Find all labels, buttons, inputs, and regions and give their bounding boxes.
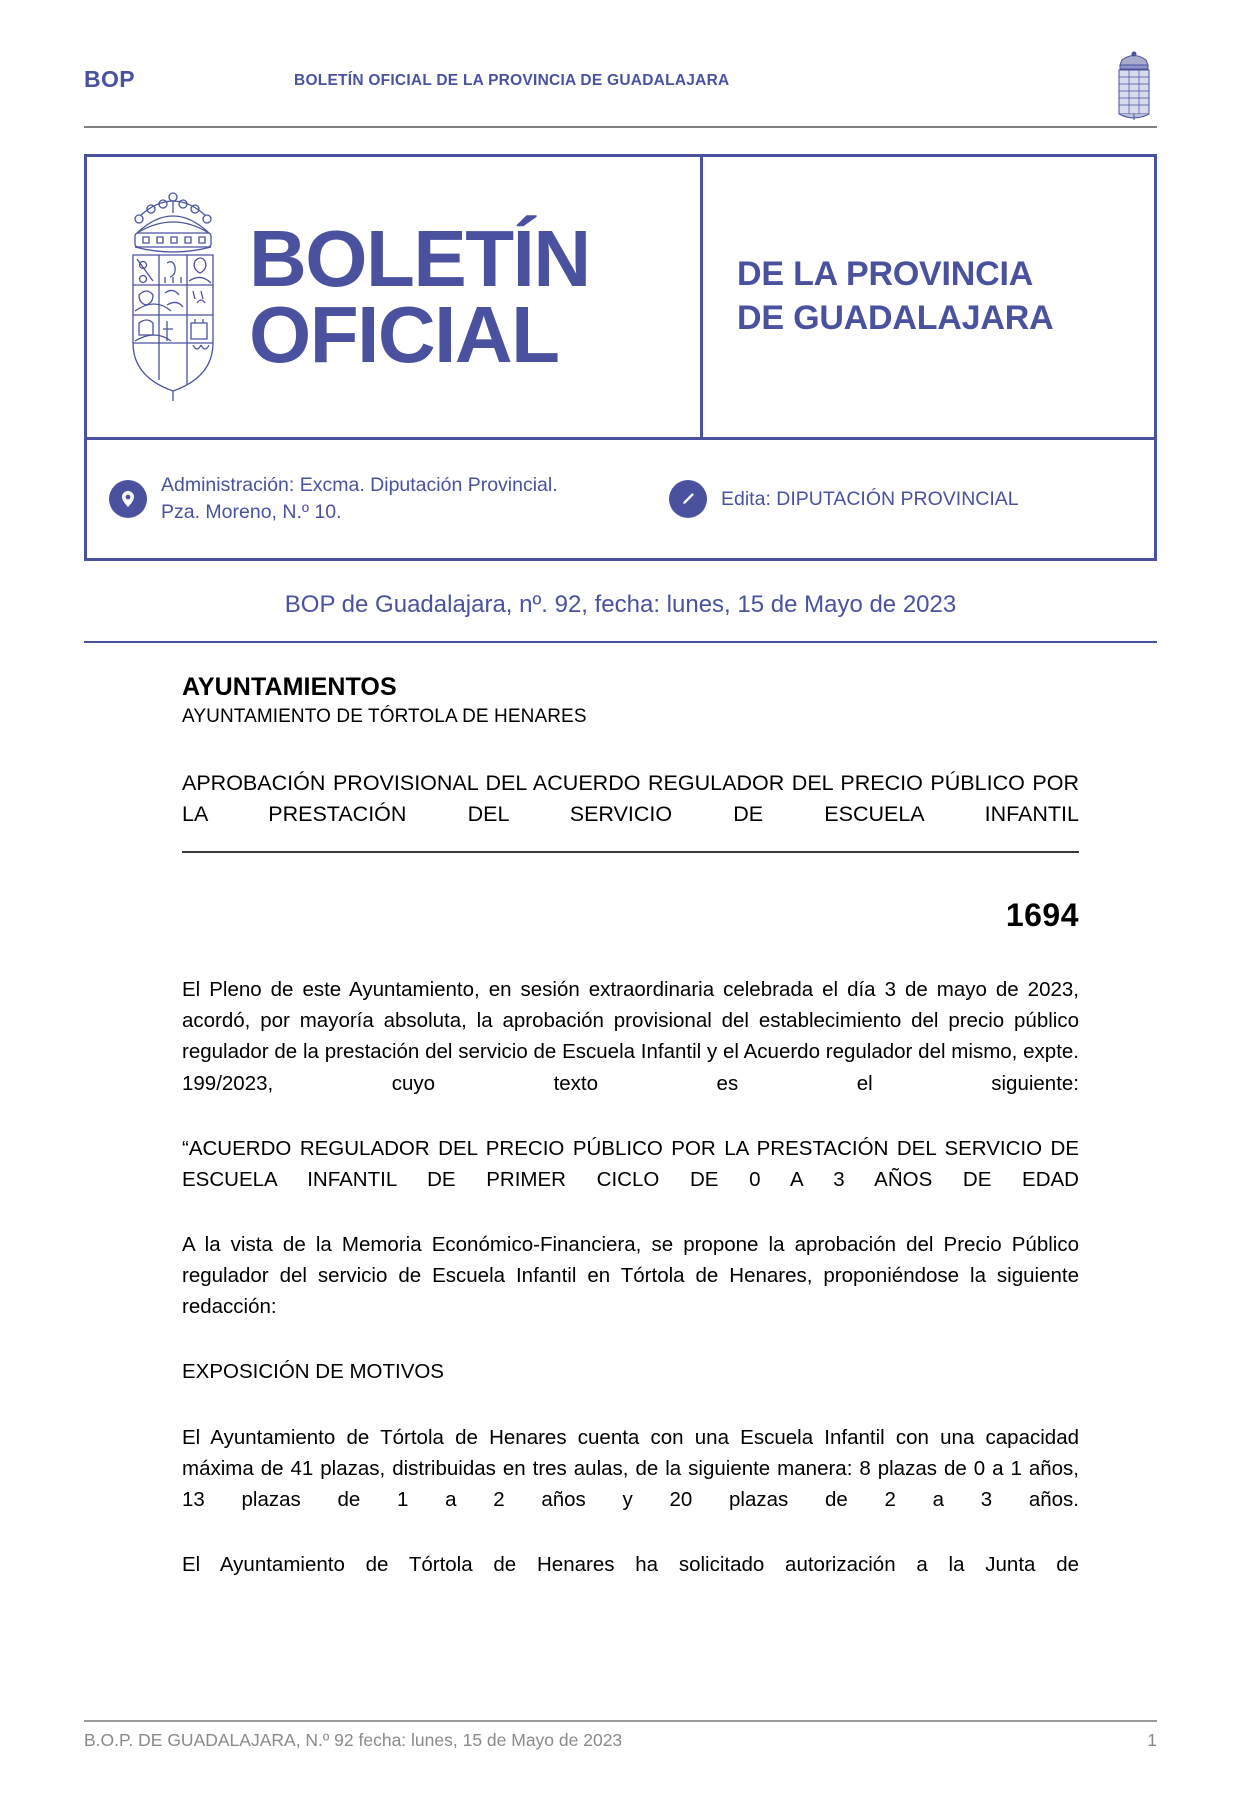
wordmark-line-2: OFICIAL (249, 290, 559, 379)
masthead-top (87, 157, 1154, 437)
document-title-divider (182, 851, 1079, 853)
bop-dateline: BOP de Guadalajara, nº. 92, fecha: lunes, 15 de Mayo de 2023 (284, 591, 957, 618)
runhead-title: BOLETÍN OFICIAL DE LA PROVINCIA DE GUADALAJARA (294, 72, 730, 89)
runhead-divider (84, 126, 1157, 128)
running-head (84, 48, 1157, 126)
body-paragraph: El Ayuntamiento de Tórtola de Henares ha solicitado autorización a la Junta de (182, 1553, 1079, 1577)
runhead-bop-label: BOP (84, 66, 136, 92)
masthead-right (703, 157, 1154, 437)
page-footer (84, 1730, 1157, 1751)
edita-text: Edita: DIPUTACIÓN PROVINCIAL (721, 487, 1019, 510)
body-paragraph: “ACUERDO REGULADOR DEL PRECIO PÚBLICO POR LA PRESTACIÓN DEL SERVICIO DE ESCUELA INFANTIL DE PRIMER CICLO DE 0 A 3 AÑOS DE EDAD (182, 1136, 1079, 1191)
admin-info-text (161, 472, 558, 526)
admin-info (109, 472, 669, 526)
wordmark-line-1: BOLETÍN (249, 214, 590, 303)
body-paragraph: El Ayuntamiento de Tórtola de Henares cuenta con una Escuela Infantil con una capacidad máxima de 41 plazas, distribuidas en tres aulas, de la siguiente manera: 8 plazas de 0 a 1 años, 13 plazas de 1 a 2 años y 20 plazas de 2 a 3 años. (182, 1425, 1079, 1511)
document-page (0, 48, 1241, 1802)
document-content (182, 643, 1079, 1580)
edita-info (669, 480, 1132, 518)
admin-line-2: Pza. Moreno, N.º 10. (161, 501, 342, 523)
document-title: APROBACIÓN PROVISIONAL DEL ACUERDO REGULADOR DEL PRECIO PÚBLICO POR LA PRESTACIÓN DEL SERVICIO DE ESCUELA INFANTIL (182, 771, 1079, 826)
masthead-province-line-1: DE LA PROVINCIA (737, 255, 1034, 294)
crowned-shield-icon (113, 185, 233, 409)
pencil-icon (669, 480, 707, 518)
document-number: 1694 (1005, 897, 1079, 934)
body-paragraph: A la vista de la Memoria Económico-Financiera, se propone la aprobación del Precio Público regulador del servicio de Escuela Infantil en Tórtola de Henares, proponiéndose la siguiente redacción: (182, 1232, 1079, 1319)
body-paragraph: El Pleno de este Ayuntamiento, en sesión extraordinaria celebrada el día 3 de mayo de 2023, acordó, por mayoría absoluta, la aprobación provisional del establecimiento del precio público regulador de la prestación del servicio de Escuela Infantil y el Acuerdo regulador del mismo, expte. 199/2023, cuyo texto es el siguiente: (182, 978, 1079, 1095)
masthead-box (84, 154, 1157, 561)
section-title: AYUNTAMIENTOS (182, 673, 397, 701)
footer-source: B.O.P. DE GUADALAJARA, N.º 92 fecha: lunes, 15 de Mayo de 2023 (84, 1730, 623, 1750)
footer-page-number: 1 (1147, 1730, 1157, 1750)
location-pin-icon (109, 480, 147, 518)
section-subtitle: AYUNTAMIENTO DE TÓRTOLA DE HENARES (182, 706, 587, 727)
body-paragraph: EXPOSICIÓN DE MOTIVOS (182, 1360, 444, 1384)
masthead-wordmark (249, 214, 590, 379)
masthead-left (87, 157, 700, 437)
masthead-province-line-2: DE GUADALAJARA (737, 299, 1054, 337)
admin-line-1: Administración: Excma. Diputación Provincial. (161, 474, 558, 497)
footer-divider (84, 1720, 1157, 1722)
coat-of-arms-icon (1105, 48, 1157, 124)
masthead-info-bar (87, 440, 1154, 558)
